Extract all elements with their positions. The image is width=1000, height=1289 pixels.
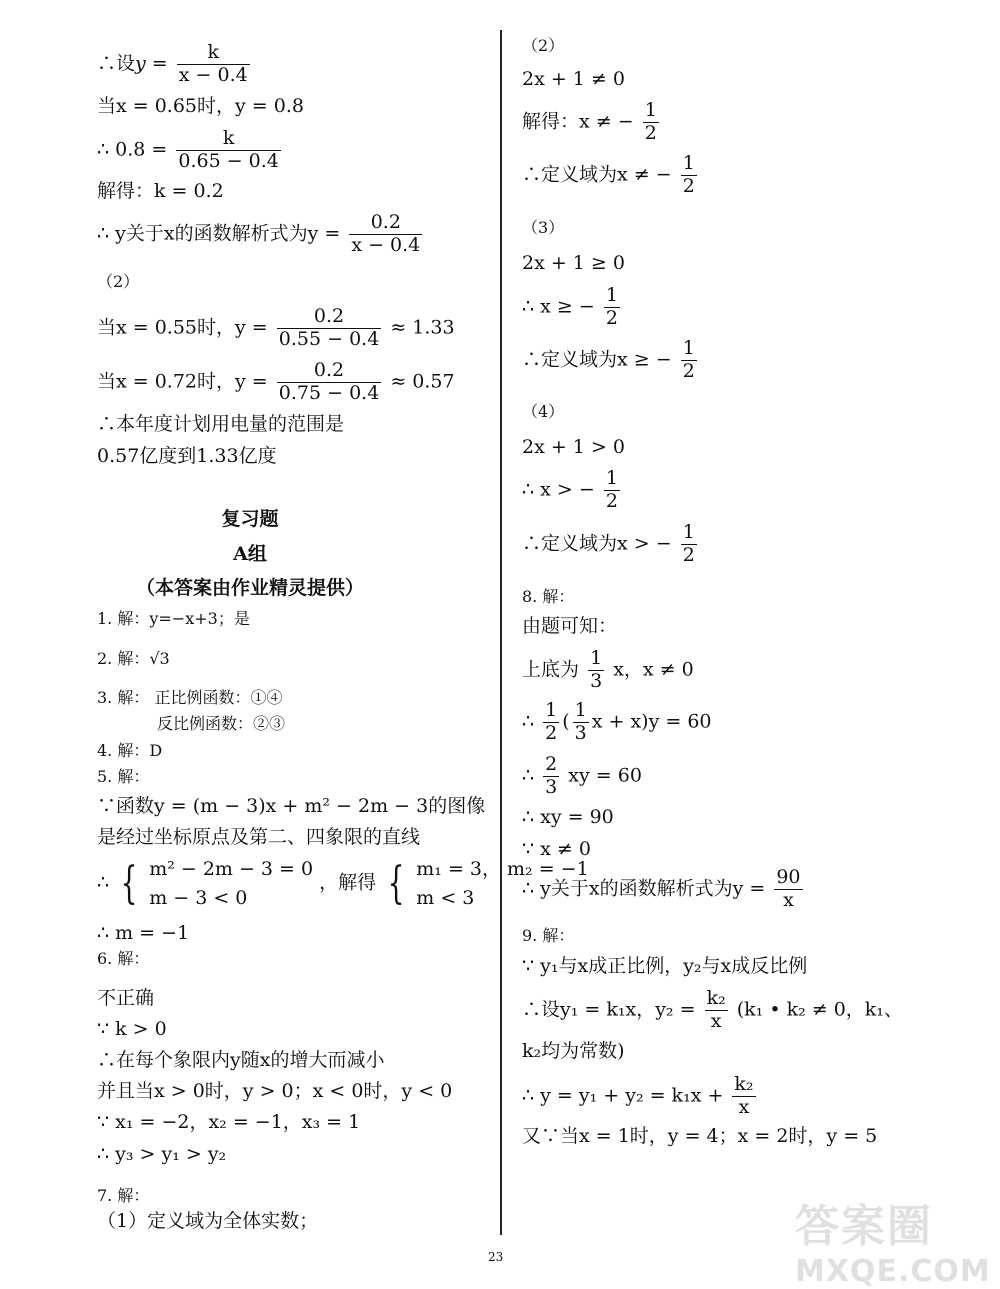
- text: ∴设: [97, 52, 136, 75]
- text: ∴ x ≥ −: [522, 295, 595, 318]
- text: ≈ 0.57: [390, 370, 455, 393]
- question-9b: [522, 988, 903, 1033]
- fraction: [176, 128, 281, 173]
- text: ∴ y关于x的函数解析式为y =: [97, 222, 341, 245]
- denominator: 2: [605, 306, 618, 329]
- page-number: 23: [488, 1250, 504, 1264]
- question-9: 9. 解：: [522, 926, 575, 945]
- text: ∴: [522, 710, 535, 733]
- left-line-3: [97, 128, 284, 173]
- equation: m − 3 < 0: [149, 886, 248, 909]
- question-8f: ∵ x ≠ 0: [522, 838, 591, 860]
- text: ∴定义域为x > −: [522, 532, 672, 555]
- denominator: 0.55 − 0.4: [278, 327, 380, 350]
- numerator: 2: [545, 753, 558, 775]
- brace-icon: {: [120, 857, 138, 909]
- right-line-6: 2x + 1 ≥ 0: [522, 252, 625, 274]
- watermark-logo: [795, 1190, 991, 1289]
- equation: m < 3: [416, 886, 475, 909]
- question-6: 6. 解：: [97, 949, 150, 968]
- question-1: 1. 解：y=−x+3；是: [97, 609, 250, 628]
- question-9e: 又∵当x = 1时，y = 4；x = 2时，y = 5: [522, 1125, 878, 1147]
- numerator: 0.2: [313, 305, 345, 327]
- left-line-1: [97, 42, 253, 87]
- fraction: [643, 100, 659, 145]
- fraction: [732, 1074, 755, 1119]
- equation-system: [149, 855, 313, 912]
- denominator: 3: [590, 669, 603, 692]
- numerator: 1: [682, 337, 695, 359]
- right-line-3: [522, 100, 662, 145]
- question-8e: ∴ xy = 90: [522, 806, 614, 828]
- therefore-symbol: ∴: [97, 871, 110, 894]
- question-9d: [522, 1074, 759, 1119]
- watermark-bottom-text: MXQE.COM: [795, 1254, 991, 1289]
- fraction: [349, 212, 422, 257]
- fraction: [681, 338, 697, 383]
- numerator: 90: [776, 866, 801, 888]
- numerator: 1: [545, 699, 558, 721]
- text: 当x = 0.55时，y =: [97, 316, 268, 339]
- text: ∴定义域为x ≥ −: [522, 348, 672, 371]
- fraction: [177, 42, 250, 87]
- text: (k₁ • k₂ ≠ 0，k₁、: [736, 998, 903, 1021]
- numerator: 1: [682, 521, 695, 543]
- question-9c: k₂均为常数): [522, 1040, 625, 1062]
- numerator: 1: [605, 467, 618, 489]
- numerator: k₂: [734, 1073, 754, 1095]
- left-line-7: [97, 306, 455, 351]
- text: ∴ y关于x的函数解析式为y =: [522, 877, 766, 900]
- numerator: 1: [574, 699, 587, 721]
- text: ，解得: [319, 871, 377, 894]
- left-line-2: 当x = 0.65时，y = 0.8: [97, 95, 304, 117]
- text: ∴定义域为x ≠ −: [522, 163, 672, 186]
- right-line-4: [522, 153, 700, 198]
- text: ∴ 0.8 =: [97, 138, 168, 161]
- fraction: [774, 867, 802, 912]
- text: ≈ 1.33: [390, 316, 455, 339]
- question-6e: ∵ x₁ = −2，x₂ = −1，x₃ = 1: [97, 1111, 361, 1133]
- right-line-7: [522, 285, 623, 330]
- fraction: [543, 700, 559, 745]
- text: ∴ x > −: [522, 478, 595, 501]
- denominator: 3: [545, 775, 558, 798]
- question-6a: 不正确: [97, 987, 155, 1009]
- text: 上底为: [522, 658, 580, 681]
- column-divider: [500, 30, 502, 1235]
- numerator: 1: [644, 99, 657, 121]
- question-6c: ∴在每个象限内y随x的增大而减小: [97, 1049, 385, 1071]
- fraction: [705, 988, 728, 1033]
- fraction: [681, 153, 697, 198]
- watermark-top-text: 答案圈: [795, 1201, 933, 1252]
- question-8c: [522, 700, 712, 745]
- question-8g: [522, 867, 806, 912]
- question-5: 5. 解：: [97, 767, 150, 786]
- question-7: 7. 解：: [97, 1186, 150, 1205]
- equation: m₁ = 3， m₂ = −1: [416, 858, 589, 880]
- right-line-11: [522, 468, 623, 513]
- right-line-12: [522, 522, 700, 567]
- numerator: k: [222, 127, 235, 149]
- question-8b: [522, 648, 694, 693]
- left-line-6: （2）: [97, 272, 140, 291]
- denominator: x − 0.4: [178, 63, 248, 86]
- question-5-system: [97, 855, 589, 912]
- equation: m² − 2m − 3 = 0: [149, 858, 314, 880]
- text: xy = 60: [568, 764, 642, 787]
- left-line-10: 0.57亿度到1.33亿度: [97, 445, 277, 467]
- provider-note: （本答案由作业精灵提供）: [135, 577, 364, 599]
- question-7a: （1）定义域为全体实数；: [97, 1210, 319, 1232]
- fraction: [277, 360, 382, 405]
- text: ∴设y₁ = k₁x，y₂ =: [522, 998, 696, 1021]
- question-2: 2. 解：√3: [97, 649, 170, 668]
- denominator: 2: [682, 359, 695, 382]
- denominator: x: [705, 1010, 728, 1033]
- text: 当x = 0.72时，y =: [97, 370, 268, 393]
- left-line-9: ∴本年度计划用电量的范围是: [97, 413, 345, 435]
- text: y =: [135, 52, 168, 75]
- right-line-9: （4）: [522, 402, 565, 421]
- right-line-5: （3）: [522, 218, 565, 237]
- numerator: k₂: [706, 987, 726, 1009]
- numerator: 0.2: [370, 211, 401, 233]
- fraction: [543, 754, 559, 799]
- question-6d: 并且当x > 0时，y > 0；x < 0时，y < 0: [97, 1080, 453, 1102]
- question-5b: 是经过坐标原点及第二、四象限的直线: [97, 826, 421, 848]
- question-6f: ∴ y₃ > y₁ > y₂: [97, 1143, 227, 1165]
- text: (: [562, 710, 570, 733]
- question-3a: 3. 解： 正比例函数：①④: [97, 688, 283, 707]
- text: 解得：x ≠ −: [522, 110, 634, 133]
- numerator: 1: [682, 152, 695, 174]
- denominator: x: [774, 889, 802, 912]
- question-6b: ∵ k > 0: [97, 1018, 167, 1040]
- right-line-10: 2x + 1 > 0: [522, 436, 625, 458]
- fraction: [681, 522, 697, 567]
- fraction: [277, 306, 382, 351]
- numerator: k: [207, 41, 219, 63]
- denominator: 2: [644, 121, 657, 144]
- question-8a: 由题可知：: [522, 615, 618, 637]
- left-line-4: 解得：k = 0.2: [97, 180, 224, 202]
- fraction: [604, 285, 620, 330]
- numerator: 0.2: [313, 359, 345, 381]
- brace-icon: {: [387, 857, 405, 909]
- denominator: 0.75 − 0.4: [278, 381, 380, 404]
- right-line-8: [522, 338, 700, 383]
- question-5a: ∵函数y = (m − 3)x + m² − 2m − 3的图像: [97, 795, 486, 817]
- right-line-1: （2）: [522, 36, 565, 55]
- text: ∴: [522, 764, 535, 787]
- question-5-result: ∴ m = −1: [97, 922, 190, 944]
- fraction: [588, 648, 604, 693]
- fraction: [604, 468, 620, 513]
- left-line-5: [97, 212, 425, 257]
- question-3b: 反比例函数：②③: [157, 714, 286, 733]
- denominator: 2: [682, 543, 695, 566]
- denominator: 3: [574, 721, 587, 744]
- question-8d: [522, 754, 642, 799]
- right-line-2: 2x + 1 ≠ 0: [522, 68, 625, 90]
- question-9a: ∵ y₁与x成正比例，y₂与x成反比例: [522, 955, 808, 977]
- numerator: 1: [605, 284, 618, 306]
- section-title: 复习题: [221, 508, 279, 530]
- denominator: 2: [545, 721, 558, 744]
- denominator: 2: [682, 174, 695, 197]
- text: x + x)y = 60: [591, 710, 712, 733]
- question-4: 4. 解：D: [97, 741, 163, 760]
- text: x，x ≠ 0: [613, 658, 694, 681]
- fraction: [573, 700, 589, 745]
- numerator: 1: [590, 647, 603, 669]
- denominator: 0.65 − 0.4: [178, 149, 279, 172]
- denominator: x − 0.4: [351, 233, 421, 256]
- group-title: A组: [233, 543, 267, 565]
- denominator: x: [732, 1096, 755, 1119]
- text: ∴ y = y₁ + y₂ = k₁x +: [522, 1084, 724, 1107]
- question-8: 8. 解：: [522, 587, 575, 606]
- denominator: 2: [605, 489, 618, 512]
- left-line-8: [97, 360, 455, 405]
